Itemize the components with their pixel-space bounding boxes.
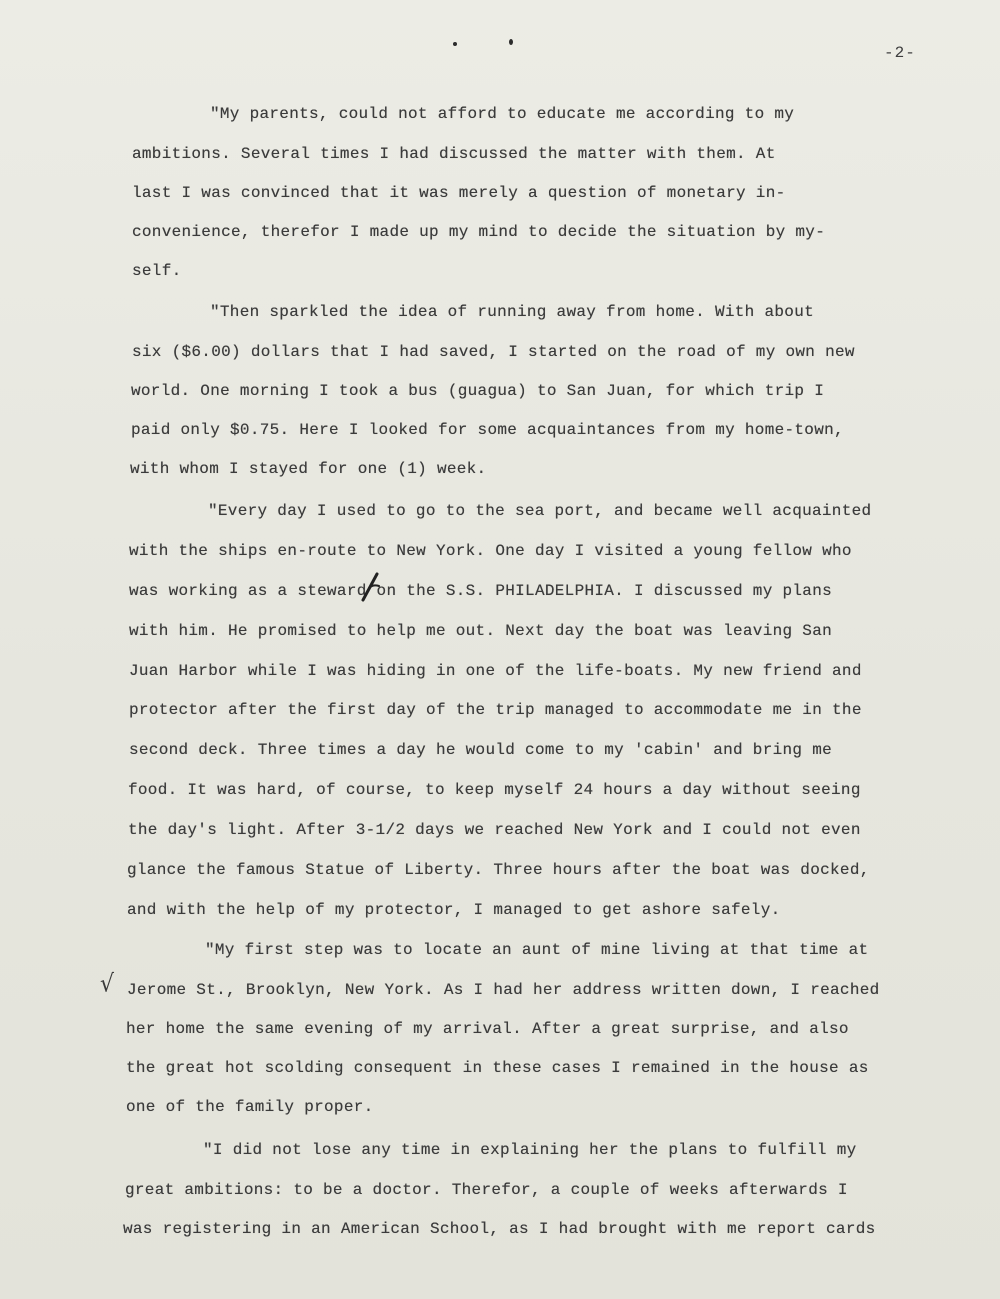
text-line: Juan Harbor while I was hiding in one of the life-boats. My new friend and bbox=[129, 662, 862, 680]
text-line: "Every day I used to go to the sea port, and became well acquainted bbox=[208, 502, 872, 520]
text-line: glance the famous Statue of Liberty. Three hours after the boat was docked, bbox=[127, 861, 870, 879]
text-line: Jerome St., Brooklyn, New York. As I had her address written down, I reached bbox=[127, 981, 880, 999]
text-line: "My parents, could not afford to educate me according to my bbox=[210, 105, 795, 123]
top-dot-left bbox=[453, 42, 457, 46]
text-line: paid only $0.75. Here I looked for some acquaintances from my home-town, bbox=[131, 421, 844, 439]
text-line: "My first step was to locate an aunt of mine living at that time at bbox=[205, 941, 869, 959]
page-number: -2- bbox=[884, 44, 916, 62]
text-line: "I did not lose any time in explaining her the plans to fulfill my bbox=[203, 1141, 857, 1159]
text-line: one of the family proper. bbox=[126, 1098, 374, 1116]
text-line: six ($6.00) dollars that I had saved, I started on the road of my own new bbox=[132, 343, 855, 361]
text-line: food. It was hard, of course, to keep myself 24 hours a day without seeing bbox=[128, 781, 861, 799]
text-line: with whom I stayed for one (1) week. bbox=[130, 460, 487, 478]
text-line: world. One morning I took a bus (guagua) to San Juan, for which trip I bbox=[131, 382, 825, 400]
text-line: the great hot scolding consequent in these cases I remained in the house as bbox=[126, 1059, 869, 1077]
text-line: convenience, therefor I made up my mind to decide the situation by my- bbox=[132, 223, 826, 241]
text-line: the day's light. After 3-1/2 days we reached New York and I could not even bbox=[128, 821, 861, 839]
text-line: "Then sparkled the idea of running away from home. With about bbox=[210, 303, 814, 321]
ink-correction-mark bbox=[357, 572, 383, 602]
text-line: protector after the first day of the trip managed to accommodate me in the bbox=[129, 701, 862, 719]
margin-check-mark: √ bbox=[100, 970, 115, 999]
text-line: ambitions. Several times I had discussed the matter with them. At bbox=[132, 145, 776, 163]
text-line: was registering in an American School, as I had brought with me report cards bbox=[123, 1220, 876, 1238]
text-line: last I was convinced that it was merely a question of monetary in- bbox=[132, 184, 786, 202]
text-line: second deck. Three times a day he would come to my 'cabin' and bring me bbox=[129, 741, 833, 759]
text-line: with him. He promised to help me out. Next day the boat was leaving San bbox=[129, 622, 833, 640]
text-line: and with the help of my protector, I managed to get ashore safely. bbox=[127, 901, 781, 919]
text-line: was working as a steward on the S.S. PHILADELPHIA. I discussed my plans bbox=[129, 582, 833, 600]
text-line: great ambitions: to be a doctor. Therefor, a couple of weeks afterwards I bbox=[125, 1181, 848, 1199]
top-dot-right bbox=[509, 39, 513, 45]
text-line: her home the same evening of my arrival. After a great surprise, and also bbox=[126, 1020, 849, 1038]
text-line: with the ships en-route to New York. One day I visited a young fellow who bbox=[129, 542, 852, 560]
text-line: self. bbox=[132, 262, 182, 280]
faint-bleed-through bbox=[432, 44, 562, 104]
